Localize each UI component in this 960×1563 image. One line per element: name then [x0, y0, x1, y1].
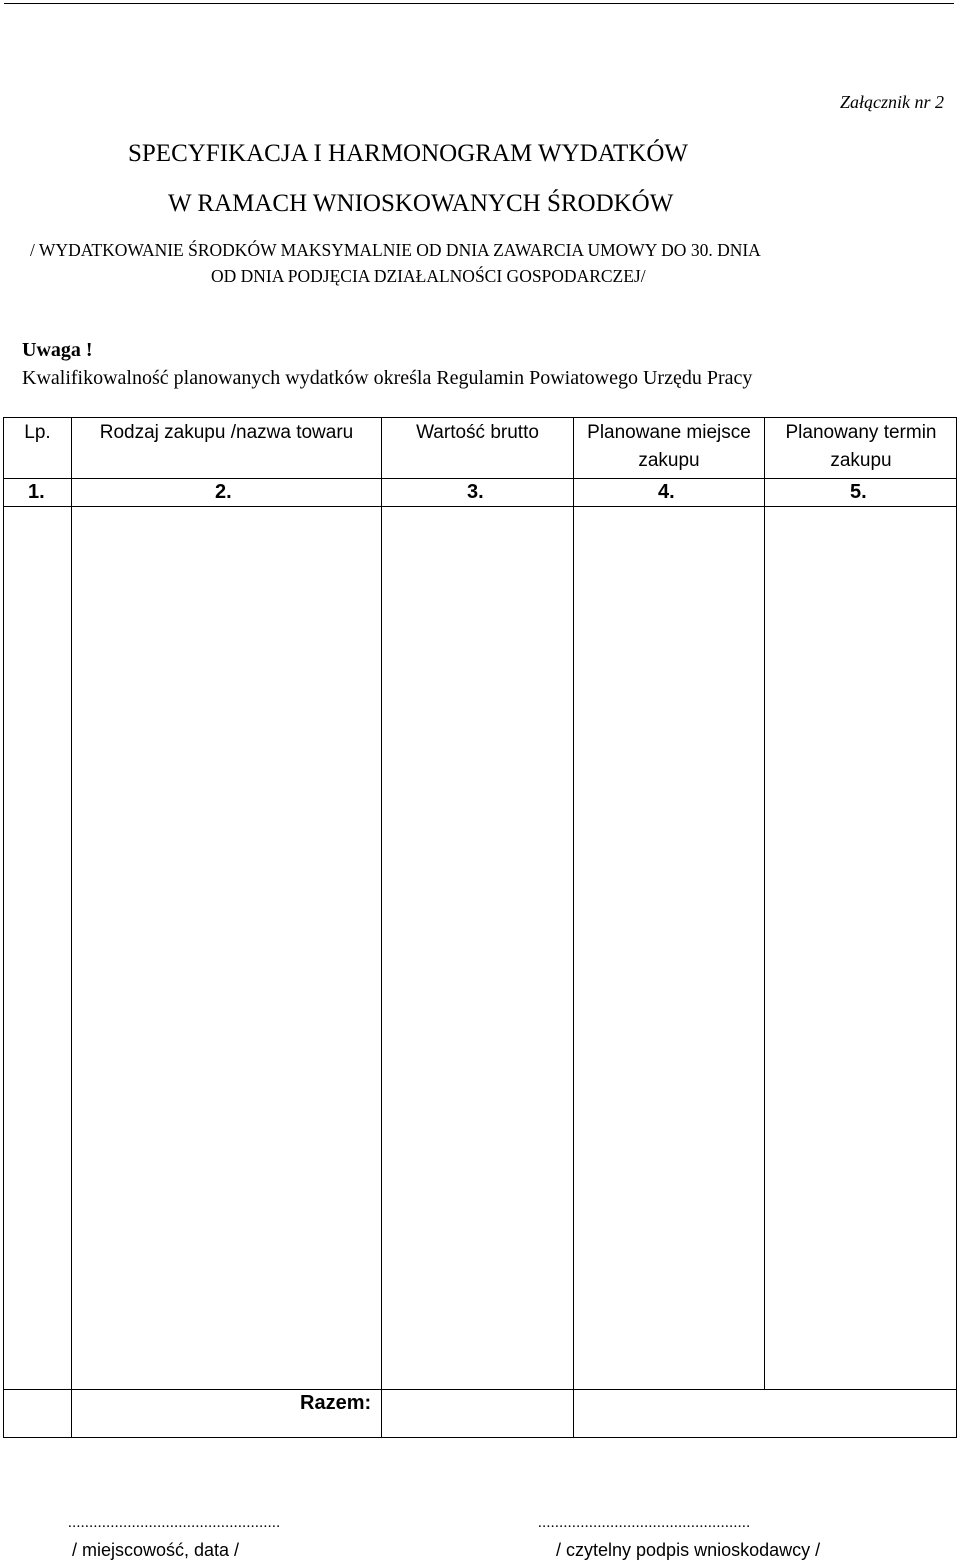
column-number-4: 4.	[658, 481, 675, 503]
table-total-divider	[4, 1389, 956, 1390]
warning-text: Kwalifikowalność planowanych wydatków określa Regulamin Powiatowego Urzędu Pracy	[22, 367, 753, 389]
column-number-5: 5.	[850, 481, 867, 503]
attachment-label: Załącznik nr 2	[839, 92, 944, 112]
place-date-label: / miejscowość, data /	[72, 1540, 240, 1560]
table-col-divider	[71, 418, 72, 1437]
header-gross-value: Wartość brutto	[416, 422, 539, 443]
title-line-2: W RAMACH WNIOSKOWANYCH ŚRODKÓW	[168, 190, 674, 217]
top-rule	[4, 3, 954, 4]
table-col-divider	[573, 418, 574, 1437]
spending-note-line-1: / WYDATKOWANIE ŚRODKÓW MAKSYMALNIE OD DNIA ZAWARCIA UMOWY DO 30. DNIA	[30, 240, 761, 260]
column-number-1: 1.	[28, 481, 45, 503]
signature-label: / czytelny podpis wnioskodawcy /	[556, 1540, 821, 1560]
spending-note-line-2: OD DNIA PODJĘCIA DZIAŁALNOŚCI GOSPODARCZEJ/	[211, 266, 646, 286]
header-planned-date: Planowany termin zakupu	[785, 422, 937, 471]
table-number-row-divider	[4, 506, 956, 507]
table-col-divider	[381, 418, 382, 1437]
header-planned-place: Planowane miejsce zakupu	[587, 422, 751, 471]
header-lp: Lp.	[24, 422, 51, 443]
place-date-dots: ..................................................	[68, 1515, 281, 1531]
total-label: Razem:	[300, 1392, 372, 1414]
table-col-divider	[764, 418, 765, 1390]
column-number-3: 3.	[467, 481, 484, 503]
warning-label: Uwaga !	[22, 339, 93, 361]
signature-dots: ..................................................	[538, 1515, 751, 1531]
header-purchase-type: Rodzaj zakupu /nazwa towaru	[99, 422, 354, 443]
title-line-1: SPECYFIKACJA I HARMONOGRAM WYDATKÓW	[128, 140, 688, 167]
expense-table	[3, 417, 957, 1438]
column-number-2: 2.	[215, 481, 232, 503]
